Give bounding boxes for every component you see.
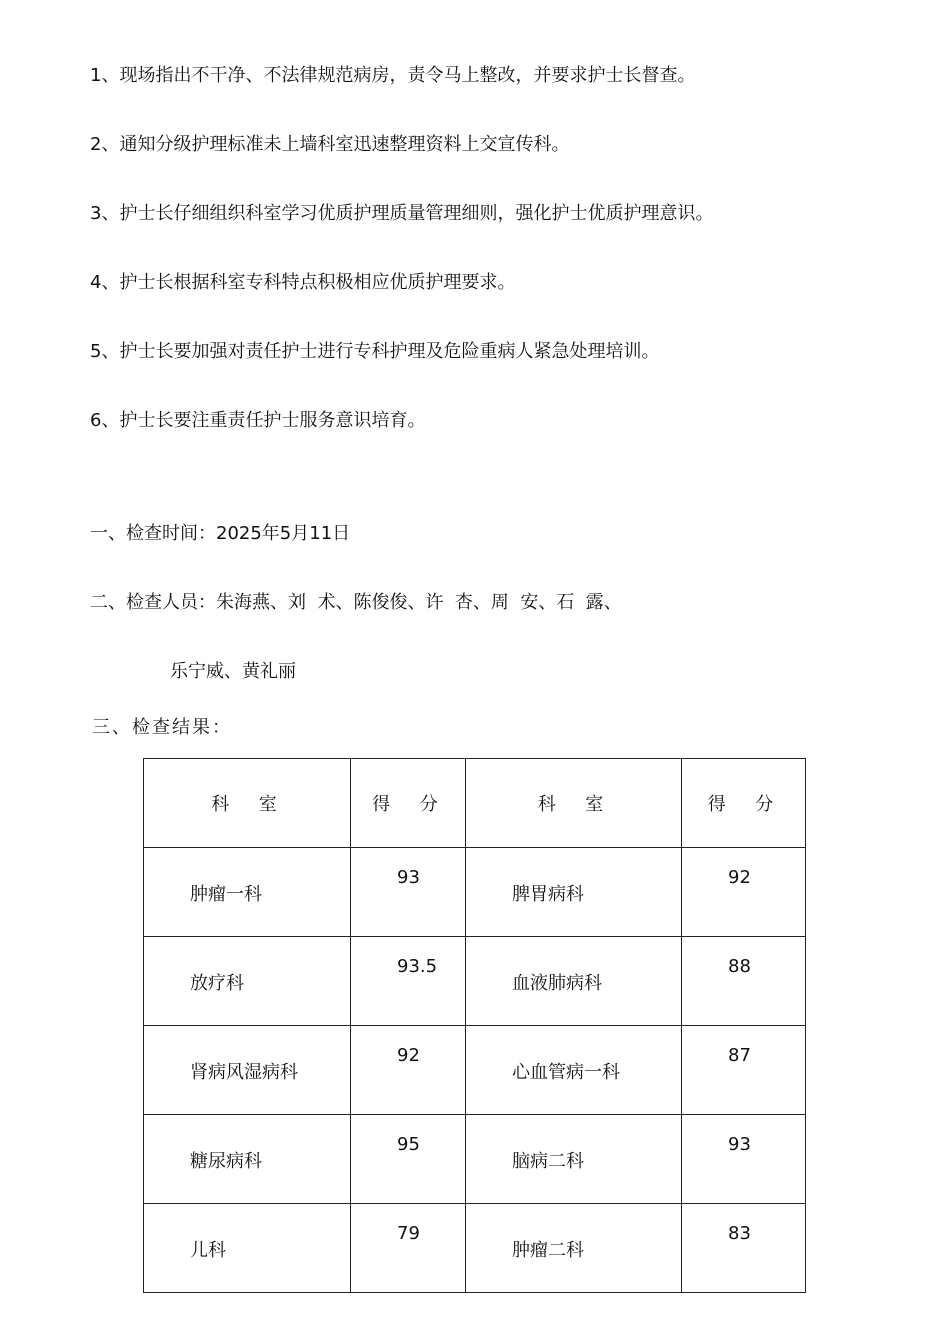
header-cell: 科 室 xyxy=(466,759,682,848)
dept-cell: 肿瘤二科 xyxy=(466,1204,682,1293)
table-row xyxy=(144,1026,806,1115)
note-6: 6、护士长要注重责任护士服务意识培育。 xyxy=(90,410,426,431)
inspection-time: 一、检查时间：2025年5月11日 xyxy=(90,523,351,544)
dept-cell: 儿科 xyxy=(144,1204,351,1293)
table-row xyxy=(144,937,806,1026)
score-cell: 92 xyxy=(351,1026,466,1115)
header-cell: 得 分 xyxy=(351,759,466,848)
score-cell: 93 xyxy=(351,848,466,937)
dept-cell: 脾胃病科 xyxy=(466,848,682,937)
header-cell: 科 室 xyxy=(144,759,351,848)
score-cell: 95 xyxy=(351,1115,466,1204)
score-cell: 93 xyxy=(682,1115,806,1204)
score-cell: 92 xyxy=(682,848,806,937)
table-row xyxy=(144,1115,806,1204)
inspection-people: 二、检查人员：朱海燕、刘 术、陈俊俊、许 杏、周 安、石 露、 xyxy=(90,592,622,613)
note-4: 4、护士长根据科室专科特点积极相应优质护理要求。 xyxy=(90,272,516,293)
note-3: 3、护士长仔细组织科室学习优质护理质量管理细则，强化护士优质护理意识。 xyxy=(90,203,714,224)
dept-cell: 脑病二科 xyxy=(466,1115,682,1204)
results-table xyxy=(143,758,806,1293)
dept-cell: 肿瘤一科 xyxy=(144,848,351,937)
dept-cell: 心血管病一科 xyxy=(466,1026,682,1115)
score-cell: 87 xyxy=(682,1026,806,1115)
table-row xyxy=(144,848,806,937)
dept-cell: 血液肺病科 xyxy=(466,937,682,1026)
table-row xyxy=(144,1204,806,1293)
note-5: 5、护士长要加强对责任护士进行专科护理及危险重病人紧急处理培训。 xyxy=(90,341,660,362)
score-cell: 79 xyxy=(351,1204,466,1293)
dept-cell: 肾病风湿病科 xyxy=(144,1026,351,1115)
note-2: 2、通知分级护理标准未上墙科室迅速整理资料上交宣传科。 xyxy=(90,134,570,155)
table-header-row xyxy=(144,759,806,848)
note-1: 1、现场指出不干净、不法律规范病房，责令马上整改，并要求护士长督查。 xyxy=(90,65,696,86)
header-cell: 得 分 xyxy=(682,759,806,848)
score-cell: 93.5 xyxy=(351,937,466,1026)
inspection-people-continued: 乐宁威、黄礼丽 xyxy=(170,661,296,682)
dept-cell: 糖尿病科 xyxy=(144,1115,351,1204)
score-cell: 88 xyxy=(682,937,806,1026)
results-heading: 三、检查结果： xyxy=(92,717,232,738)
score-cell: 83 xyxy=(682,1204,806,1293)
dept-cell: 放疗科 xyxy=(144,937,351,1026)
